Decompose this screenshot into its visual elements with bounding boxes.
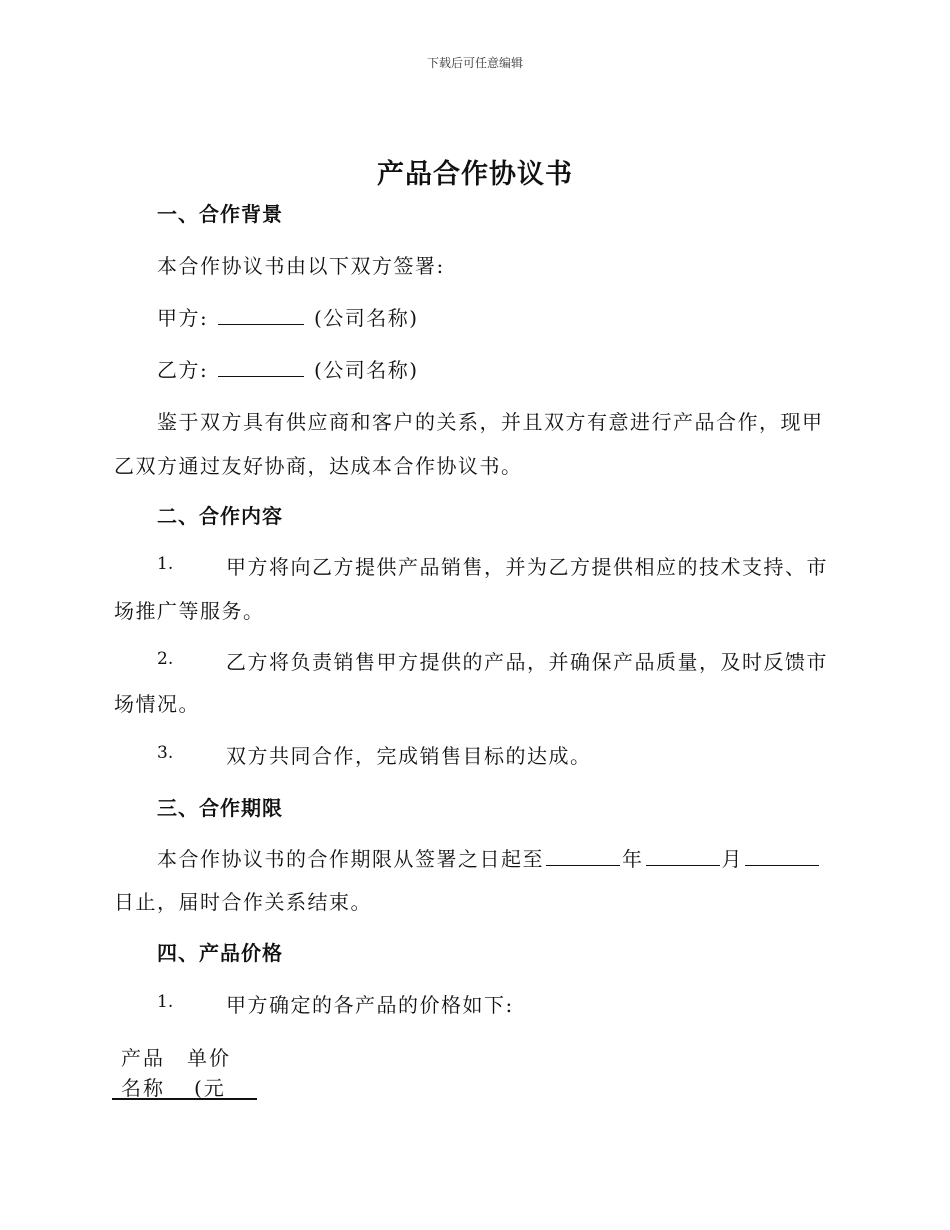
price-item-text: 甲方确定的各产品的价格如下: [226, 993, 514, 1017]
table-header-product-line-2: 名称 [121, 1076, 165, 1100]
party-a-hint: (公司名称) [313, 306, 419, 330]
section-2-heading: 二、合作内容 [157, 504, 283, 528]
term-year-label: 年 [622, 847, 644, 871]
item-2-line-2: 场情况。 [114, 692, 200, 716]
header-note: 下载后可任意编辑 [426, 56, 523, 70]
item-1-line-1: 甲方将向乙方提供产品销售，并为乙方提供相应的技术支持、市 [226, 555, 828, 579]
item-2-line-1: 乙方将负责销售甲方提供的产品，并确保产品质量，及时反馈市 [226, 650, 828, 674]
item-3-line-1: 双方共同合作，完成销售目标的达成。 [226, 744, 592, 768]
term-year-blank[interactable] [546, 864, 620, 866]
term-month-blank[interactable] [646, 864, 720, 866]
table-header-price-line-2: (元 [194, 1076, 226, 1100]
document-title: 产品合作协议书 [377, 159, 573, 190]
background-paragraph-line-2: 乙双方通过友好协商，达成本合作协议书。 [114, 454, 523, 478]
table-header-product-line-1: 产品 [121, 1046, 165, 1070]
party-a-line [157, 302, 419, 331]
price-item-number: 1. [157, 992, 174, 1012]
party-b-label: 乙方: [157, 358, 209, 382]
section-1-intro: 本合作协议书由以下双方签署: [157, 254, 445, 278]
section-4-heading: 四、产品价格 [157, 941, 283, 965]
background-paragraph-line-1: 鉴于双方具有供应商和客户的关系，并且双方有意进行产品合作，现甲 [157, 410, 824, 434]
term-month-label: 月 [721, 847, 743, 871]
table-header-rule [112, 1098, 257, 1100]
section-1-heading: 一、合作背景 [157, 202, 283, 226]
party-a-blank[interactable] [218, 323, 304, 325]
party-a-label: 甲方: [157, 306, 209, 330]
section-3-heading: 三、合作期限 [157, 796, 283, 820]
term-text: 本合作协议书的合作期限从签署之日起至 [157, 847, 544, 871]
item-1-number: 1. [157, 554, 174, 574]
item-3-number: 3. [157, 743, 174, 763]
term-line-2: 日止，届时合作关系结束。 [114, 890, 372, 914]
party-b-line [157, 354, 419, 383]
table-header-price-line-1: 单价 [187, 1046, 231, 1070]
item-2-number: 2. [157, 649, 174, 669]
party-b-hint: (公司名称) [313, 358, 419, 382]
term-day-blank[interactable] [745, 864, 819, 866]
term-line-1 [157, 843, 821, 872]
item-1-line-2: 场推广等服务。 [114, 599, 265, 623]
party-b-blank[interactable] [218, 375, 304, 377]
